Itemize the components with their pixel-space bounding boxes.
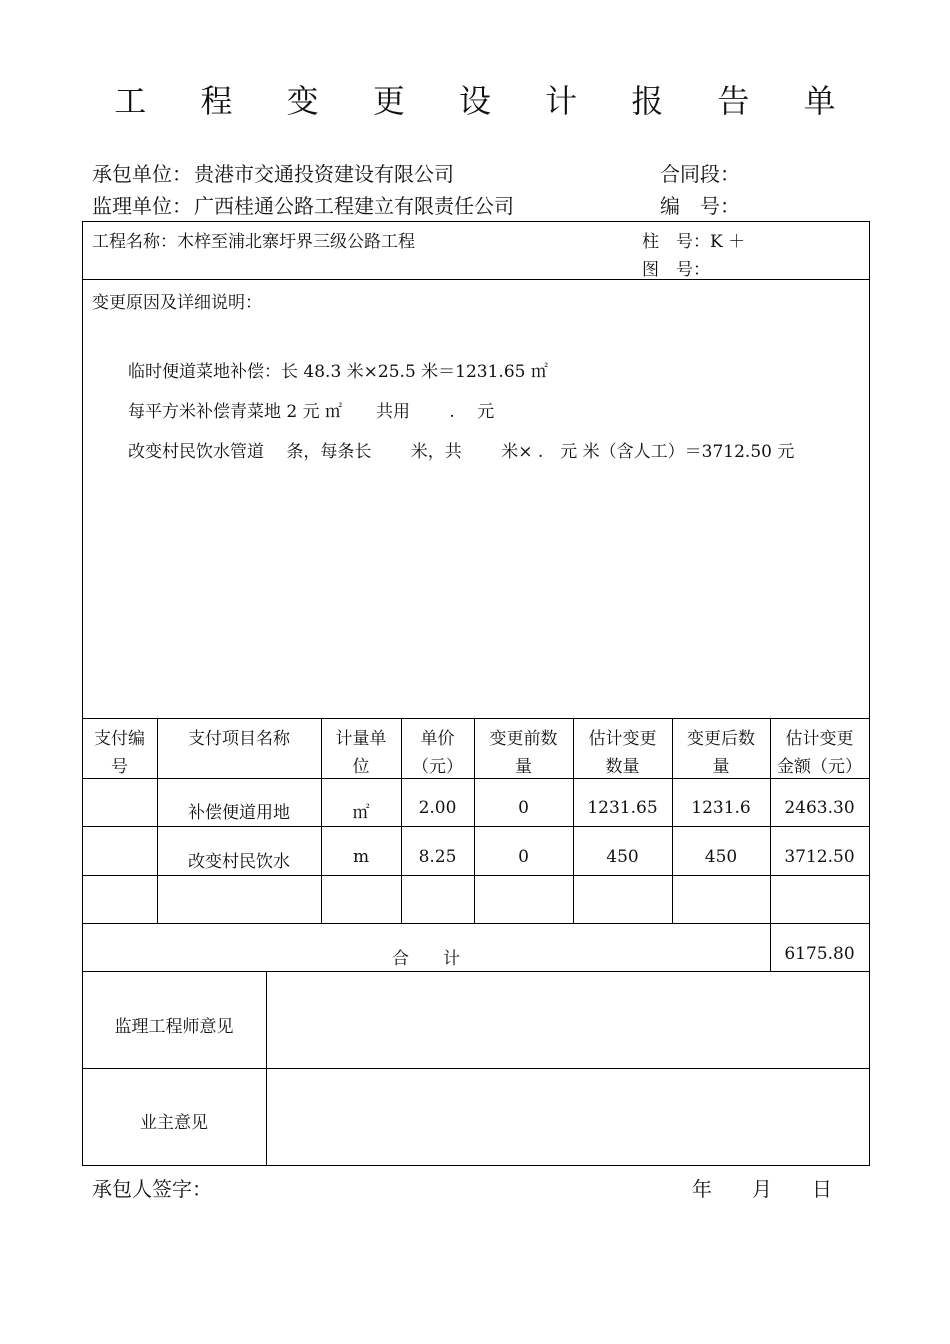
contractor-value: 贵港市交通投资建设有限公司 [194, 162, 454, 186]
row-cell: 1231.65 [587, 798, 658, 818]
row-cell: 450 [606, 847, 639, 867]
row-cell: 2463.30 [784, 798, 855, 818]
header-cell: 位 [352, 757, 370, 777]
signature-label: 承包人签字： [92, 1177, 212, 1201]
owner-opinion-field[interactable] [267, 1069, 869, 1165]
header-cell: 变更前数 [489, 729, 558, 749]
reason-line: 改变村民饮水管道 条，每条长 米，共 米× . 元 米（含人工）＝3712.50 元 [128, 442, 795, 462]
row-cell: 450 [704, 847, 738, 867]
header-cell: 变更后数 [687, 729, 755, 749]
contract-section-label: 合同段： [660, 162, 740, 186]
owner-opinion-label: 业主意见 [140, 1113, 208, 1133]
supervisor-engineer-opinion-label: 监理工程师意见 [114, 1017, 234, 1037]
header-cell: 计量单 [335, 729, 387, 749]
header-cell: 号 [111, 757, 128, 777]
header-cell: （元） [412, 757, 463, 777]
header-cell: 支付项目名称 [188, 729, 290, 749]
project-name-value: 木梓至浦北寨圩界三级公路工程 [177, 232, 415, 252]
header-cell: 金额（元） [777, 757, 862, 777]
supervisor-value: 广西桂通公路工程建立有限责任公司 [194, 194, 514, 218]
header-cell: 支付编 [94, 729, 145, 749]
header-cell: 量 [515, 757, 532, 777]
row-cell: 8.25 [418, 847, 457, 867]
date-label: 年 月 日 [692, 1177, 832, 1201]
header-cell: 单价 [420, 729, 455, 749]
contractor-label: 承包单位： [92, 162, 192, 186]
reason-label: 变更原因及详细说明： [92, 293, 262, 313]
header-cell: 数量 [605, 757, 640, 777]
project-name-label: 工程名称： [92, 232, 177, 252]
row-cell: 改变村民饮水 [188, 852, 290, 872]
row-cell: m [352, 847, 370, 867]
station-label: 柱 号：K ＋ [642, 232, 746, 252]
row-cell: ㎡ [352, 803, 370, 823]
total-value: 6175.80 [784, 944, 855, 964]
number-label: 编 号： [660, 194, 740, 218]
drawing-label: 图 号： [642, 260, 710, 280]
supervisor-engineer-opinion-field[interactable] [267, 972, 869, 1068]
supervisor-label: 监理单位： [92, 194, 192, 218]
header-cell: 量 [712, 757, 730, 777]
row-cell: 补偿便道用地 [188, 803, 290, 823]
header-cell: 估计变更 [785, 729, 854, 749]
reason-line: 临时便道菜地补偿：长 48.3 米×25.5 米＝1231.65 ㎡ [128, 362, 548, 382]
page-title: 工 程 变 更 设 计 报 告 单 [114, 82, 858, 120]
header-cell: 估计变更 [588, 729, 657, 749]
total-label: 合 计 [392, 949, 460, 969]
row-cell: 2.00 [418, 798, 457, 818]
row-cell: 0 [518, 847, 529, 867]
row-cell: 1231.6 [691, 798, 751, 818]
row-cell: 0 [518, 798, 529, 818]
row-cell: 3712.50 [784, 847, 855, 867]
reason-line: 每平方米补偿青菜地 2 元 ㎡ 共用 . 元 [128, 402, 495, 422]
